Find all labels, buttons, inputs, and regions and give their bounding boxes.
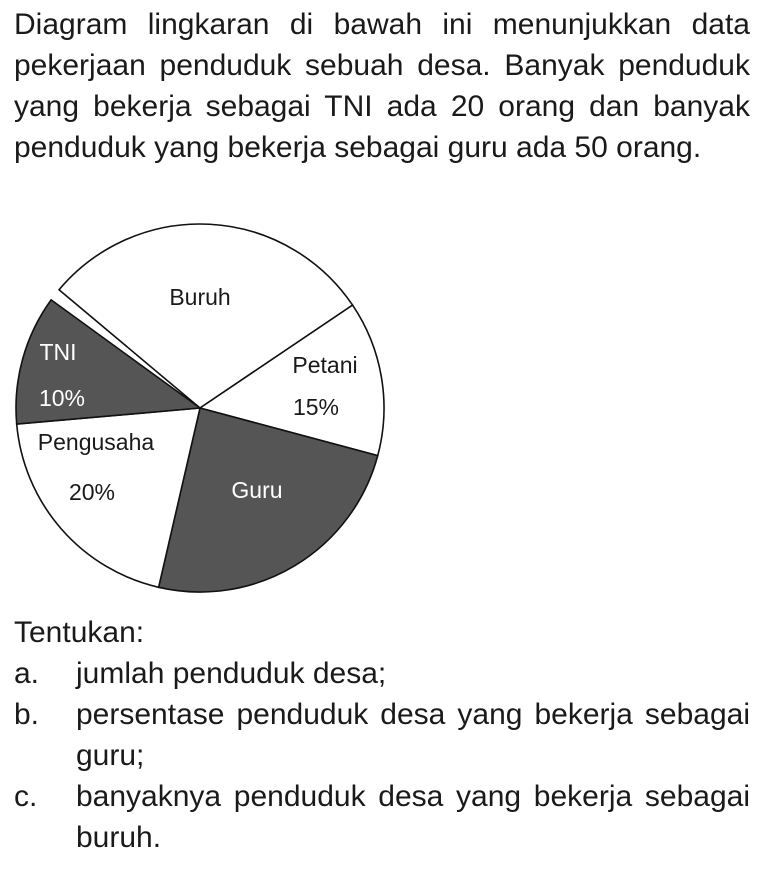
pie-chart-svg — [0, 220, 400, 604]
pie-chart — [0, 220, 400, 604]
pie-label-petani: Petani — [292, 352, 358, 378]
question-item — [14, 776, 750, 858]
pie-value-pengusaha: 20% — [68, 479, 116, 505]
pie-label-buruh: Buruh — [169, 284, 231, 310]
question-letter: a. — [14, 657, 40, 690]
question-item — [14, 694, 750, 776]
pie-value-tni: 10% — [38, 385, 86, 411]
pie-label-guru: Guru — [231, 477, 283, 503]
pie-label-pengusaha: Pengusaha — [37, 429, 155, 455]
question-letter: b. — [14, 698, 40, 731]
question-text: jumlah penduduk desa; — [76, 657, 387, 690]
question-text: banyaknya penduduk desa yang bekerja sebagai buruh. — [76, 780, 750, 854]
problem-statement: Diagram lingkaran di bawah ini menunjukkan data pekerjaan penduduk sebuah desa. Banyak penduduk yang bekerja sebagai TNI ada 20 orang dan banyak penduduk yang bekerja sebagai guru ada 50 orang. — [14, 8, 750, 164]
question-text: persentase penduduk desa yang bekerja sebagai guru; — [76, 698, 750, 772]
questions-prompt: Tentukan: — [14, 616, 145, 649]
question-list — [14, 653, 750, 858]
pie-label-tni: TNI — [39, 339, 77, 365]
question-letter: c. — [14, 780, 38, 813]
pie-value-petani: 15% — [292, 394, 340, 420]
question-item — [14, 653, 750, 694]
